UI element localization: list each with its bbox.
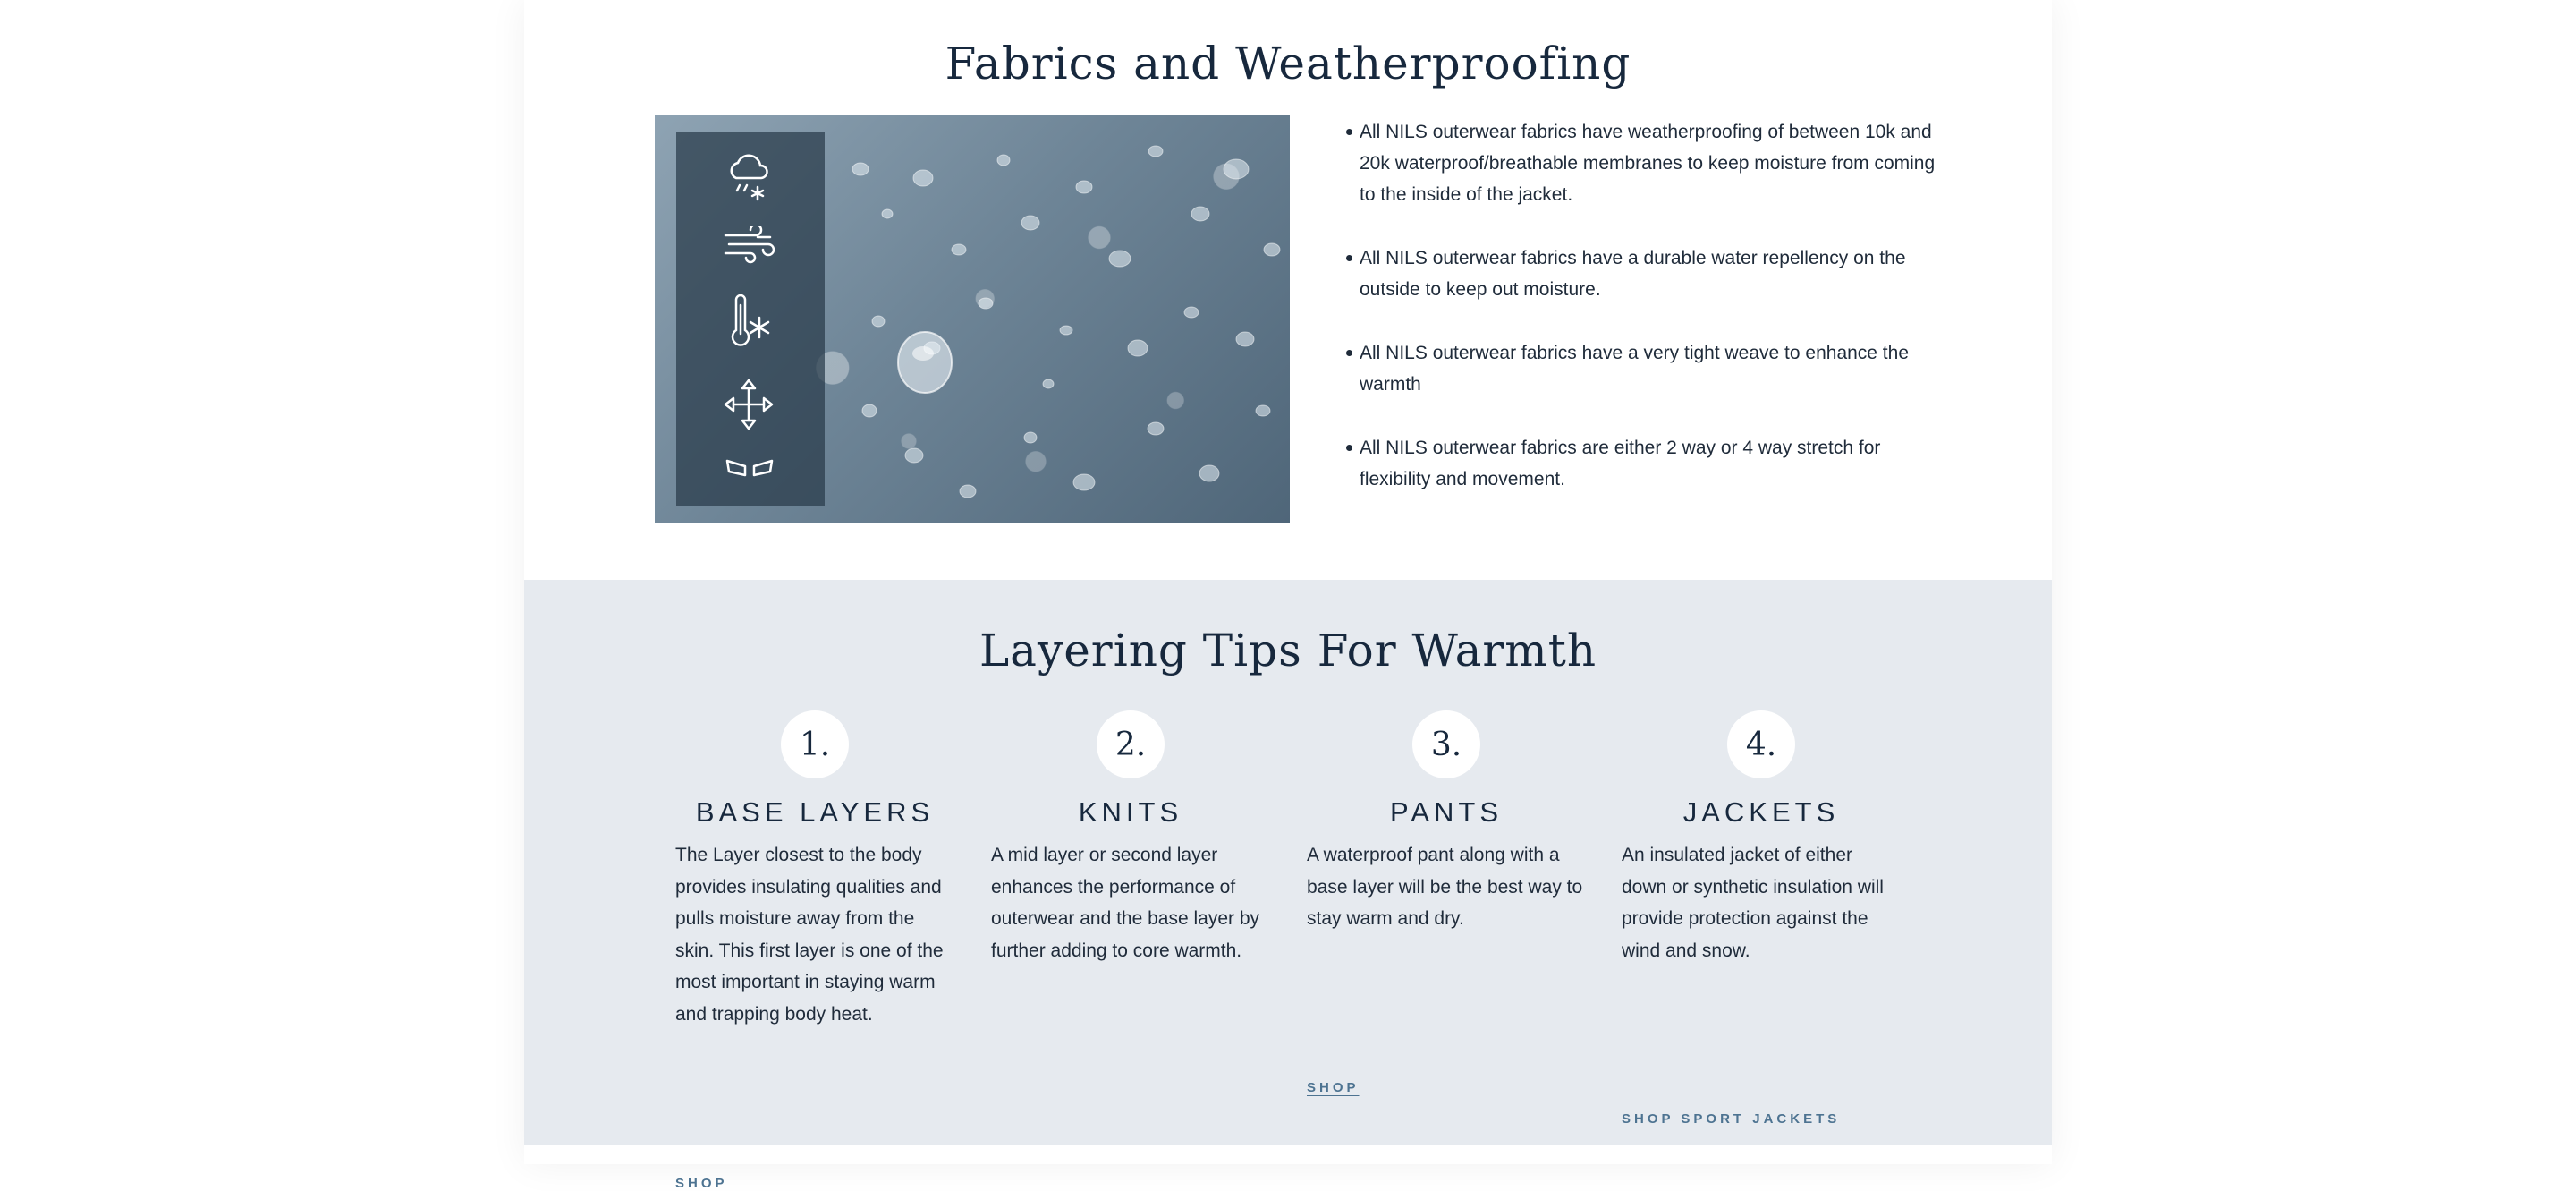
fabrics-title: Fabrics and Weatherproofing xyxy=(945,38,1631,89)
stretch-arrows-icon xyxy=(724,379,774,430)
shop-sport-jackets-link[interactable]: SHOP SPORT JACKETS xyxy=(1622,1111,1841,1127)
next-section-edge xyxy=(524,1145,2052,1164)
shop-base-layers-link[interactable]: SHOP xyxy=(675,1176,728,1191)
fabric-features-list xyxy=(1343,116,1943,527)
tip-number-badge: 3. xyxy=(1412,710,1480,778)
tip-description: The Layer closest to the body provides insulating qualities and pulls moisture away from the skin. This first layer is one of the most important in staying warm and trapping body heat. xyxy=(675,845,944,1025)
weather-icons-panel xyxy=(676,132,825,506)
tip-title: JACKETS xyxy=(1682,796,1840,828)
thermometer-snowflake-icon xyxy=(724,294,774,350)
fabric-water-droplets-image xyxy=(655,115,1290,523)
tip-number-badge: 2. xyxy=(1097,710,1165,778)
fabric-feature-item: All NILS outerwear fabrics have a very tight weave to enhance the warmth xyxy=(1343,337,1943,400)
tip-title: BASE LAYERS xyxy=(695,796,935,828)
content-page xyxy=(524,0,2052,1191)
shop-pants-link[interactable]: SHOP xyxy=(1307,1080,1360,1095)
layering-title: Layering Tips For Warmth xyxy=(979,625,1597,676)
tip-number-badge: 4. xyxy=(1727,710,1795,778)
fabric-feature-item: All NILS outerwear fabrics are either 2 way or 4 way stretch for flexibility and movement. xyxy=(1343,432,1943,495)
tip-description: A mid layer or second layer enhances the performance of outerwear and the base layer by further adding to core warmth. xyxy=(991,845,1260,961)
tip-description: An insulated jacket of either down or synthetic insulation will provide protection against the wind and snow. xyxy=(1622,845,1884,961)
layering-tips-section xyxy=(524,580,2052,1191)
cloud-snow-rain-icon xyxy=(724,149,774,205)
tip-title: PANTS xyxy=(1389,796,1504,828)
wind-icon xyxy=(724,226,775,266)
fabrics-section xyxy=(524,0,2052,580)
two-way-arrows-icon xyxy=(724,454,775,481)
fabric-feature-item: All NILS outerwear fabrics have weatherproofing of between 10k and 20k waterproof/breathable membranes to keep moisture from coming to the inside of the jacket. xyxy=(1343,116,1943,210)
tip-description: A waterproof pant along with a base layer will be the best way to stay warm and dry. xyxy=(1307,845,1583,929)
tip-title: KNITS xyxy=(1078,796,1183,828)
tip-number-badge: 1. xyxy=(781,710,849,778)
fabric-feature-item: All NILS outerwear fabrics have a durable water repellency on the outside to keep out moisture. xyxy=(1343,242,1943,305)
